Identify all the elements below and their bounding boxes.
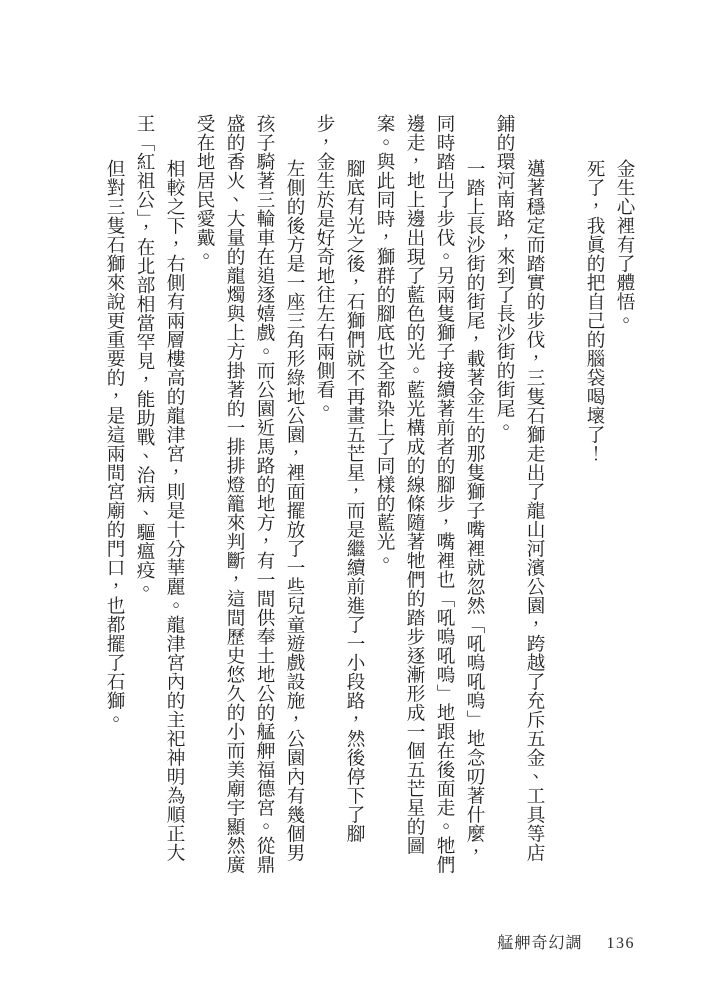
paragraph-3: 邁著穩定而踏實的步伐，三隻石獅走出了龍山河濱公園，跨越了充斥五金、工具等店鋪的環河南路，來到了長沙街的街尾。 [494, 114, 545, 862]
paragraph-1: 金生心裡有了體悟。 [614, 158, 635, 330]
footer-book-title: 艋舺奇幻調 [497, 935, 583, 952]
footer-page-number: 136 [606, 935, 635, 952]
vertical-text-block [94, 114, 639, 874]
paragraph-8: 但對三隻石獅來說更重要的，是這兩間宮廟的門口，也都擺了石獅。 [104, 158, 125, 729]
paragraph-6: 左側的後方是一座三角形綠地公園，裡面擺放了一些兒童遊戲設施，公園內有幾個男孩子騎著三輪車在追逐嬉戲。而公園近馬路的地方，有一間供奉土地公的艋舺福德宮。從鼎盛的香火、大量的龍燭與上方掛著的一排排燈籠來判斷，這間歷史悠久的小而美廟宇顯然廣受在地居民愛戴。 [194, 114, 305, 874]
paragraph-2: 死了，我眞的把自己的腦袋喝壞了！ [584, 158, 605, 463]
paragraph-7: 相較之下，右側有兩層樓高的龍津宮，則是十分華麗。龍津宮內的主祀神明為順正大王「紅祖公」，在北部相當罕見，能助戰、治病、驅瘟疫。 [134, 114, 185, 862]
page-footer [497, 930, 635, 953]
paragraph-4: 一踏上長沙街的街尾，載著金生的那隻獅子嘴裡就忽然「吼嗚吼嗚」地念叨著什麼，同時踏出了步伐。另兩隻獅子接續著前者的腳步，嘴裡也「吼嗚吼嗚」地跟在後面走。牠們邊走，地上邊出現了藍色的光。藍光構成的線條隨著牠們的踏步逐漸形成一個五芒星的圖案。與此同時，獅群的腳底也全都染上了同樣的藍光。 [374, 114, 485, 874]
paragraph-5: 腳底有光之後，石獅們就不再畫五芒星，而是繼續前進了一小段路，然後停下了腳步，金生於是好奇地往左右兩側看。 [314, 114, 365, 843]
